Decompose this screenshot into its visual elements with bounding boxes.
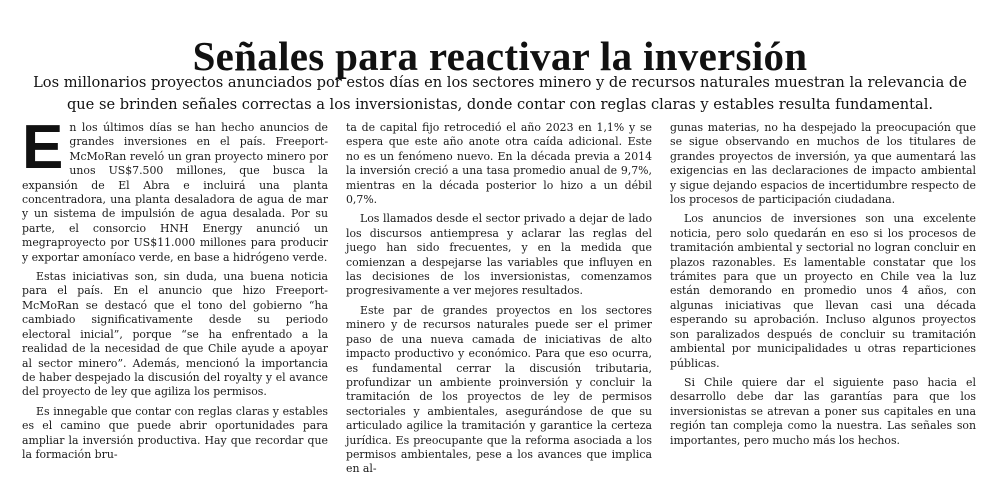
- paragraph: Los llamados desde el sector privado a dejar de lado los discursos antiempresa y aclarar las reglas del juego han sido frecuentes, y en la medida que comienzan a despejarse las variables que influyen en las decisiones de los inversionistas, comenzamos progresivamente a ver mejores resultados.: [346, 212, 652, 298]
- article-columns: [22, 113, 976, 476]
- paragraph: Si Chile quiere dar el siguiente paso hacia el desarrollo debe dar las garantías para que los inversionistas se atrevan a poner sus capitales en una región tan compleja como la nuestra. Las señales son importantes, pero mucho más los hechos.: [670, 375, 976, 447]
- article-column-1: [22, 113, 328, 461]
- headline: Señales para reactivar la inversión: [192, 33, 808, 80]
- paragraph: ta de capital fijo retrocedió el año 2023 en 1,1% y se espera que este año anote otra caída adicional. Este no es un fenómeno nuevo. En la década previa a 2014 la inversión creció a una tasa promedio anual de 9,7%, mientras en la década posterior lo hizo a un débil 0,7%.: [346, 121, 652, 207]
- article-column-2: [346, 121, 652, 476]
- article-column-3: [670, 121, 976, 449]
- deck: Los millonarios proyectos anunciados por estos días en los sectores minero y de recursos naturales muestran la relevancia de que se brinden señales correctas a los inversionistas, donde contar con reglas claras y estables resulta fundamental.: [33, 74, 967, 113]
- paragraph: Este par de grandes proyectos en los sectores minero y de recursos naturales puede ser el primer paso de una nueva camada de iniciativas de alto impacto productivo y económico. Para que eso ocurra, es fundamental cerrar la discusión tributaria, profundizar un ambiente proinversión y concluir la tramitación de los proyectos de ley de permisos sectoriales y ambientales, asegurándose de que su articulado agilice la tramitación y garantice la certeza jurídica. Es preocupante que la reforma asociada a los permisos ambientales, pese a los avances que implica en al-: [346, 303, 652, 476]
- paragraph: Los anuncios de inversiones son una excelente noticia, pero solo quedarán en eso si los procesos de tramitación ambiental y sectorial no logran concluir en plazos razonables. Es lamentable constatar que los trámites para que un proyecto en Chile vea la luz están demorando en promedio unos 4 años, con algunas iniciativas que llevan casi una década esperando su aprobación. Incluso algunos proyectos son paralizados después de concluir su tramitación ambiental por municipalidades u otras reparticiones públicas.: [670, 212, 976, 370]
- paragraph: [22, 113, 328, 265]
- paragraph: gunas materias, no ha despejado la preocupación que se sigue observando en muchos de los titulares de grandes proyectos de inversión, ya que aumentará las exigencias en las declaraciones de impacto ambiental y sigue dejando espacios de incertidumbre respecto de los procesos de participación ciudadana.: [670, 121, 976, 207]
- paragraph-text: n los últimos días se han hecho anuncios de grandes inversiones en el país. Freeport-McMoRan reveló un gran proyecto minero por unos US$7.500 millones, que busca la expansión de El Abra e incluirá una planta concentradora, una planta desaladora de agua de mar y un sistema de impulsión de agua desalada. Por su parte, el consorcio HNH Energy anunció un megraproyecto por US$11.000 millones para producir y exportar amoníaco verde, en base a hidrógeno verde.: [22, 121, 328, 264]
- paragraph: Es innegable que contar con reglas claras y estables es el camino que puede abrir oportunidades para ampliar la inversión productiva. Hay que recordar que la formación bru-: [22, 404, 328, 461]
- paragraph: Estas iniciativas son, sin duda, una buena noticia para el país. En el anuncio que hizo Freeport-McMoRan se destacó que el tono del gobierno “ha cambiado significativamente desde su periodo electoral inicial”, porque “se ha enfrentado a la realidad de la necesidad de que Chile ayude a apoyar al sector minero”. Además, mencionó la importancia de haber despejado la discusión del royalty y el avance del proyecto de ley que agiliza los permisos.: [22, 270, 328, 399]
- drop-cap: E: [22, 113, 64, 182]
